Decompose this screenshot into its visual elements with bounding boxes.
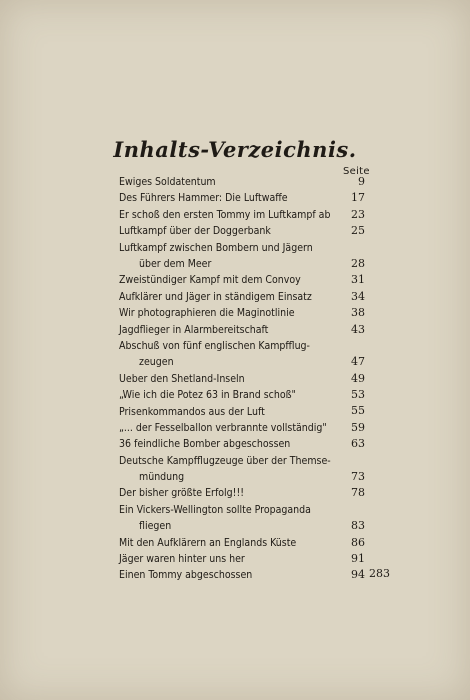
toc-entry-page: 25 <box>351 224 365 238</box>
toc-entry-title-line1: Jagdflieger in Alarmbereitschaft <box>119 323 269 336</box>
toc-entry-title <box>119 551 365 567</box>
toc-entry-page: 38 <box>351 306 365 320</box>
toc-entry-title <box>119 502 365 535</box>
toc-entry <box>119 240 365 273</box>
toc-entry-title <box>119 305 365 321</box>
toc-entry-page: 63 <box>351 437 365 451</box>
toc-entry-title-line1: Mit den Aufklärern an Englands Küste <box>119 536 297 549</box>
toc-entry-title-line1: Deutsche Kampfflugzeuge über der Themse- <box>119 454 331 467</box>
toc-entry <box>119 485 365 501</box>
toc-entry <box>119 305 365 321</box>
toc-entry-title <box>119 207 365 223</box>
toc-entry-page: 31 <box>351 273 365 287</box>
toc-entry-page: 34 <box>351 289 365 303</box>
toc-heading: Inhalts-Verzeichnis. <box>113 137 357 162</box>
toc-entry-page: 9 <box>358 174 365 188</box>
toc-entry-title-line1: Prisenkommandos aus der Luft <box>119 405 265 418</box>
toc-entry-title-line1: Zweistündiger Kampf mit dem Convoy <box>119 274 301 287</box>
toc-entry <box>119 420 365 436</box>
page-column-label: Seite <box>343 166 370 177</box>
toc-entry <box>119 387 365 403</box>
toc-entry-title-line1: „Wie ich die Potez 63 in Brand schoß" <box>119 389 296 402</box>
toc-entry <box>119 436 365 452</box>
toc-entry <box>119 502 365 535</box>
toc-entry <box>119 551 365 567</box>
toc-entry-title-line2: fliegen <box>139 520 172 533</box>
toc-entry <box>119 207 365 223</box>
toc-entry-title <box>119 404 365 420</box>
toc-entry-title <box>119 453 365 486</box>
toc-entry <box>119 322 365 338</box>
toc-entry-page: 28 <box>351 256 365 270</box>
toc-entry <box>119 371 365 387</box>
toc-entry-title <box>119 272 365 288</box>
toc-entry <box>119 289 365 305</box>
toc-entry-page: 83 <box>351 519 365 533</box>
toc-entry-page: 59 <box>351 420 365 434</box>
toc-entry-page: 43 <box>351 322 365 336</box>
toc-entry-title-line1: Er schoß den ersten Tommy im Luftkampf ab <box>119 208 331 221</box>
toc-entry-title-line2: zeugen <box>139 356 174 369</box>
toc-entry-title-line1: Ein Vickers-Wellington sollte Propaganda <box>119 503 311 516</box>
toc-entry <box>119 567 365 583</box>
toc-entry-title-line1: „... der Fesselballon verbrannte vollständig" <box>119 421 327 434</box>
toc-entry-title-line1: Jäger waren hinter uns her <box>119 553 245 566</box>
toc-entry-title-line1: Luftkampf über der Doggerbank <box>119 225 271 238</box>
toc-entry-title-line2: mündung <box>139 471 185 484</box>
toc-entry-title-line1: Ewiges Soldatentum <box>119 176 216 188</box>
toc-entry-title <box>119 535 365 551</box>
toc-entry-title-line1: Abschuß von fünf englischen Kampfflug- <box>119 339 310 352</box>
toc-entry-title <box>119 322 365 338</box>
toc-entry-title-line1: Einen Tommy abgeschossen <box>119 569 253 582</box>
toc-entry-title <box>119 420 365 436</box>
toc-entry-page: 53 <box>351 388 365 402</box>
toc-entry-page: 86 <box>351 535 365 549</box>
toc-entry-title <box>119 174 365 190</box>
toc-entry-title <box>119 567 365 583</box>
toc-entry-title-line1: Aufklärer und Jäger in ständigem Einsatz <box>119 290 312 303</box>
toc-entry-page: 17 <box>351 191 365 205</box>
toc-entry-title <box>119 371 365 387</box>
toc-entry-title <box>119 338 365 371</box>
toc-entry-page: 94 <box>351 568 365 582</box>
toc-entry-title-line1: Wir photographieren die Maginotlinie <box>119 307 295 320</box>
toc-entry-title <box>119 485 365 501</box>
toc-entry-title-line2: über dem Meer <box>139 257 212 270</box>
toc-entry-title <box>119 436 365 452</box>
toc-entry <box>119 453 365 486</box>
toc-entry-title <box>119 240 365 273</box>
toc-entry <box>119 404 365 420</box>
toc-list <box>119 174 365 584</box>
toc-entry-page: 91 <box>351 552 365 566</box>
toc-entry <box>119 535 365 551</box>
toc-entry-title-line1: Der bisher größte Erfolg!!! <box>119 487 245 500</box>
toc-entry-title-line1: Ueber den Shetland-Inseln <box>119 372 245 385</box>
toc-entry-page: 47 <box>351 355 365 369</box>
toc-entry-title-line1: Des Führers Hammer: Die Luftwaffe <box>119 192 288 205</box>
toc-entry-title-line1: Luftkampf zwischen Bombern und Jägern <box>119 241 313 254</box>
toc-entry-page: 73 <box>351 470 365 484</box>
toc-entry-title <box>119 289 365 305</box>
toc-entry-title <box>119 190 365 206</box>
toc-entry <box>119 272 365 288</box>
toc-entry-page: 55 <box>351 404 365 418</box>
toc-entry-title <box>119 387 365 403</box>
toc-entry-page: 23 <box>351 207 365 221</box>
toc-entry-page: 49 <box>351 371 365 385</box>
toc-entry <box>119 174 365 190</box>
toc-entry-title <box>119 223 365 239</box>
toc-entry-page: 78 <box>351 486 365 500</box>
toc-entry <box>119 223 365 239</box>
page-number: 283 <box>369 567 390 580</box>
toc-entry <box>119 190 365 206</box>
toc-entry-title-line1: 36 feindliche Bomber abgeschossen <box>119 438 291 451</box>
toc-entry <box>119 338 365 371</box>
